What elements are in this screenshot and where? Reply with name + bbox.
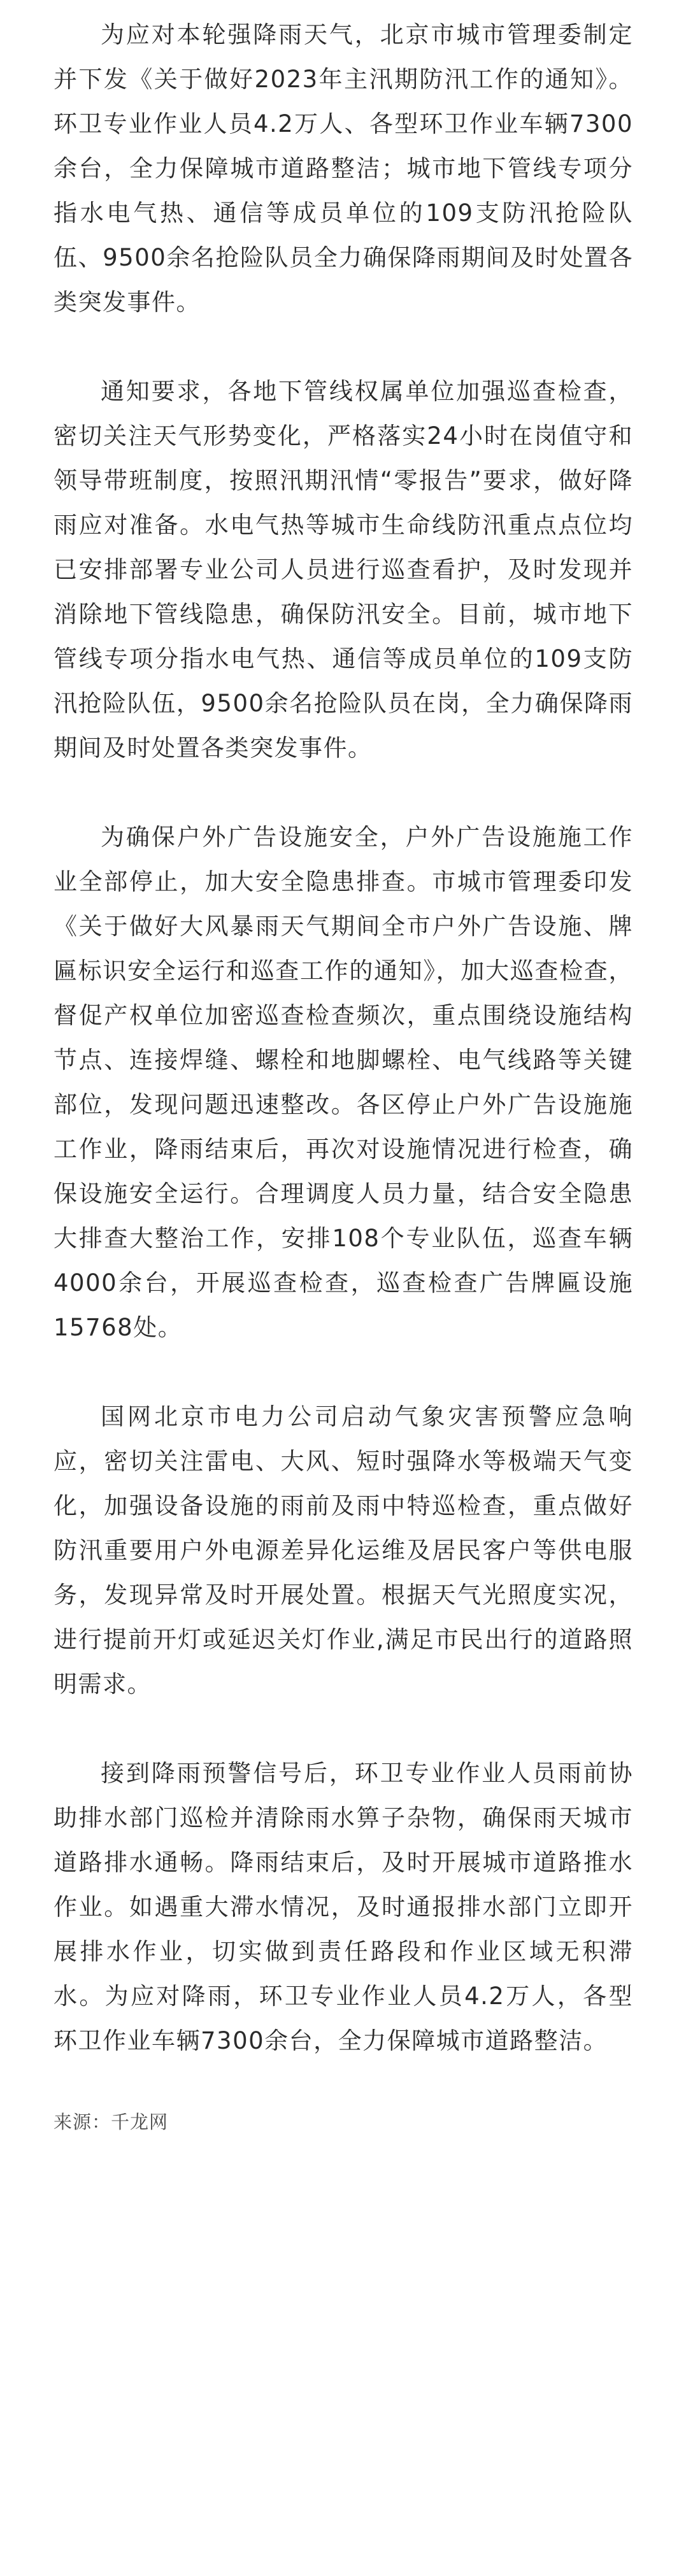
paragraph-pipeline-inspection: 通知要求，各地下管线权属单位加强巡查检查，密切关注天气形势变化，严格落实24小时在岗值守和领导带班制度，按照汛期汛情“零报告”要求，做好降雨应对准备。水电气热等城市生命线防汛重点点位均已安排部署专业公司人员进行巡查看护，及时发现并消除地下管线隐患，确保防汛安全。目前，城市地下管线专项分指水电气热、通信等成员单位的109支防汛抢险队伍，9500余名抢险队员在岗，全力确保降雨期间及时处置各类突发事件。	[54, 378, 633, 762]
paragraph-power-company: 国网北京市电力公司启动气象灾害预警应急响应，密切关注雷电、大风、短时强降水等极端天气变化，加强设备设施的雨前及雨中特巡检查，重点做好防汛重要用户外电源差异化运维及居民客户等供电服务，发现异常及时开展处置。根据天气光照度实况，进行提前开灯或延迟关灯作业,满足市民出行的道路照明需求。	[54, 1403, 633, 1698]
paragraph-sanitation: 接到降雨预警信号后，环卫专业作业人员雨前协助排水部门巡检并清除雨水箅子杂物，确保雨天城市道路排水通畅。降雨结束后，及时开展城市道路推水作业。如遇重大滞水情况，及时通报排水部门立即开展排水作业，切实做到责任路段和作业区域无积滞水。为应对降雨，环卫专业作业人员4.2万人，各型环卫作业车辆7300余台，全力保障城市道路整洁。	[54, 1760, 633, 2054]
paragraph-flood-notice: 为应对本轮强降雨天气，北京市城市管理委制定并下发《关于做好2023年主汛期防汛工作的通知》。环卫专业作业人员4.2万人、各型环卫作业车辆7300余台，全力保障城市道路整洁；城市地下管线专项分指水电气热、通信等成员单位的109支防汛抢险队伍、9500余名抢险队员全力确保降雨期间及时处置各类突发事件。	[54, 21, 633, 316]
source-credit: 来源：千龙网	[54, 2111, 169, 2133]
paragraph-billboard-safety: 为确保户外广告设施安全，户外广告设施施工作业全部停止，加大安全隐患排查。市城市管理委印发《关于做好大风暴雨天气期间全市户外广告设施、牌匾标识安全运行和巡查工作的通知》，加大巡查检查，督促产权单位加密巡查检查频次，重点围绕设施结构节点、连接焊缝、螺栓和地脚螺栓、电气线路等关键部位，发现问题迅速整改。各区停止户外广告设施施工作业，降雨结束后，再次对设施情况进行检查，确保设施安全运行。合理调度人员力量，结合安全隐患大排查大整治工作，安排108个专业队伍，巡查车辆4000余台，开展巡查检查，巡查检查广告牌匾设施15768处。	[54, 823, 633, 1341]
